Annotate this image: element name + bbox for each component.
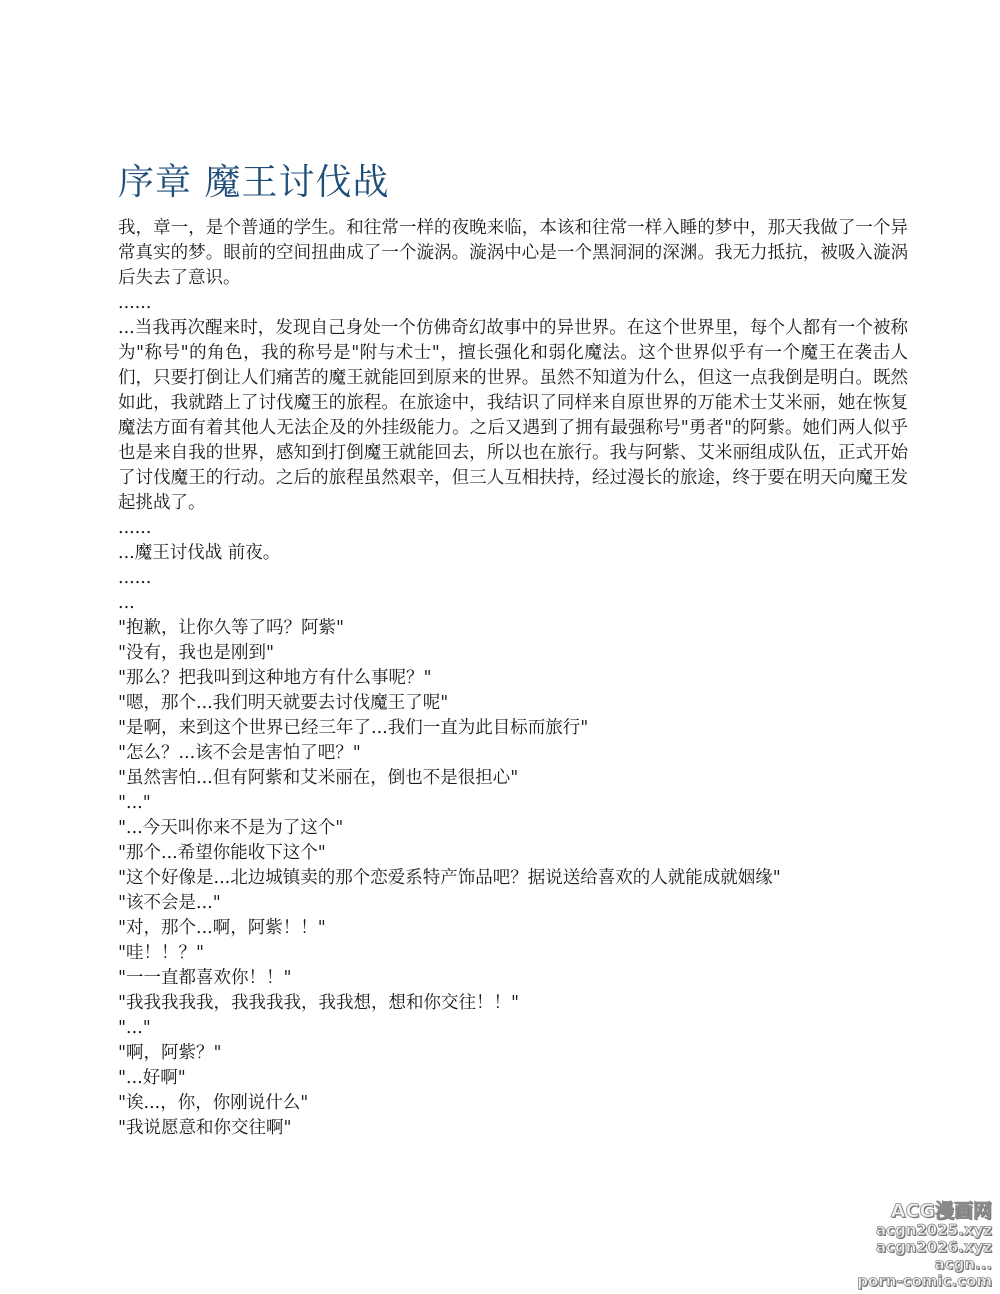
- ellipsis-line: ......: [118, 568, 152, 588]
- dialogue-line: "该不会是...": [118, 893, 221, 913]
- watermark-domain: acgn2025.xyz: [875, 1221, 992, 1239]
- watermark-logo-text: ACG漫画网: [890, 1200, 992, 1222]
- dialogue-line: "...": [118, 793, 151, 813]
- intro-paragraph: 我，章一，是个普通的学生。和往常一样的夜晚来临，本该和往常一样入睡的梦中，那天我做了一个异常真实的梦。眼前的空间扭曲成了一个漩涡。漩涡中心是一个黑洞洞的深渊。我无力抵抗，被吸入漩涡后失去了意识。: [118, 218, 908, 288]
- watermark-domain: porn-comic.com: [857, 1272, 992, 1290]
- ellipsis-line: ......: [118, 518, 152, 538]
- dialogue-list: [118, 616, 908, 1141]
- ellipsis-line: ...: [118, 593, 135, 613]
- dialogue-line: "虽然害怕...但有阿紫和艾米丽在，倒也不是很担心": [118, 768, 519, 788]
- dialogue-line: "一一直都喜欢你！！": [118, 968, 292, 988]
- dialogue-line: "我说愿意和你交往啊": [118, 1118, 292, 1138]
- dialogue-line: "诶...，你，你刚说什么": [118, 1093, 309, 1113]
- dialogue-line: "...今天叫你来不是为了这个": [118, 818, 344, 838]
- dialogue-line: "抱歉，让你久等了吗？阿紫": [118, 618, 345, 638]
- dialogue-line: "对，那个...啊，阿紫！！": [118, 918, 326, 938]
- watermark-domain: acgn2026.xyz: [875, 1238, 992, 1256]
- dialogue-line: "怎么？...该不会是害怕了吧？": [118, 743, 361, 763]
- dialogue-line: "没有，我也是刚到": [118, 643, 275, 663]
- dialogue-line: "啊，阿紫？": [118, 1043, 222, 1063]
- eve-line: ...魔王讨伐战 前夜。: [118, 543, 281, 563]
- dialogue-line: "那么？把我叫到这种地方有什么事呢？": [118, 668, 432, 688]
- chapter-title: 序章 魔王讨伐战: [118, 162, 390, 203]
- story-paragraph: ...当我再次醒来时，发现自己身处一个仿佛奇幻故事中的异世界。在这个世界里，每个人都有一个被称为"称号"的角色，我的称号是"附与术士"，擅长强化和弱化魔法。这个世界似乎有一个魔王在袭击人们，只要打倒让人们痛苦的魔王就能回到原来的世界。虽然不知道为什么，但这一点我倒是明白。既然如此，我就踏上了讨伐魔王的旅程。在旅途中，我结识了同样来自原世界的万能术士艾米丽，她在恢复魔法方面有着其他人无法企及的外挂级能力。之后又遇到了拥有最强称号"勇者"的阿紫。她们两人似乎也是来自我的世界，感知到打倒魔王就能回去，所以也在旅行。我与阿紫、艾米丽组成队伍，正式开始了讨伐魔王的行动。之后的旅程虽然艰辛，但三人互相扶持，经过漫长的旅途，终于要在明天向魔王发起挑战了。: [118, 318, 908, 513]
- document-body: [118, 160, 908, 1141]
- dialogue-line: "嗯，那个...我们明天就要去讨伐魔王了呢": [118, 693, 449, 713]
- dialogue-line: "我我我我我，我我我我，我我想，想和你交往！！": [118, 993, 520, 1013]
- dialogue-line: "是啊，来到这个世界已经三年了...我们一直为此目标而旅行": [118, 718, 589, 738]
- dialogue-line: "...": [118, 1018, 151, 1038]
- dialogue-line: "...好啊": [118, 1068, 186, 1088]
- dialogue-line: "那个...希望你能收下这个": [118, 843, 326, 863]
- watermark-domain: acgn...: [934, 1255, 992, 1273]
- site-watermark: [844, 1201, 992, 1290]
- ellipsis-line: ......: [118, 293, 152, 313]
- dialogue-line: "这个好像是...北边城镇卖的那个恋爱系特产饰品吧？据说送给喜欢的人就能成就姻缘": [118, 868, 781, 888]
- dialogue-line: "哇！！？": [118, 943, 205, 963]
